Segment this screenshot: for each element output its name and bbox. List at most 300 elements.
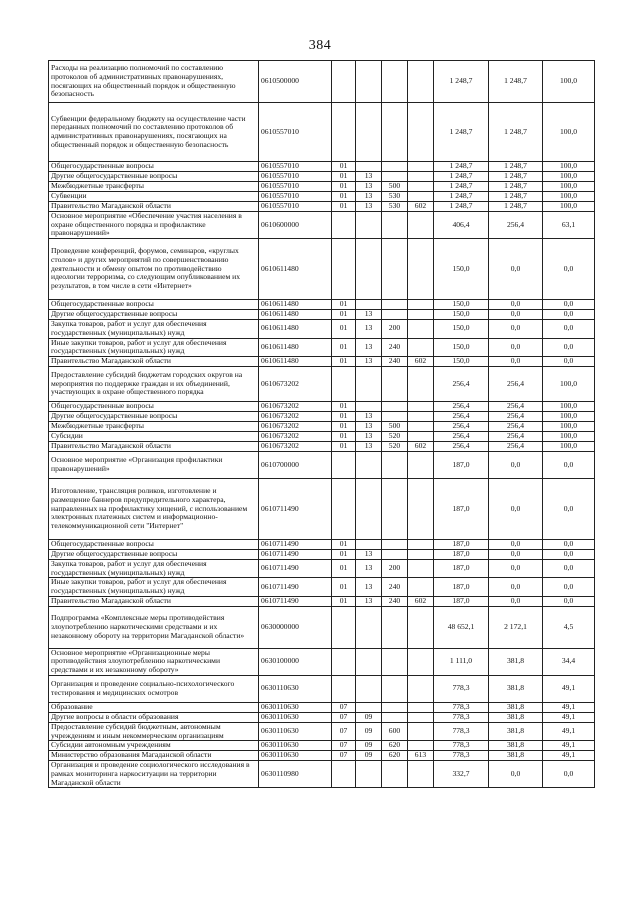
cell-approved: 1 248,7 [434, 182, 489, 192]
cell-section: 01 [332, 549, 356, 559]
cell-expense-kind [408, 478, 434, 539]
cell-name: Предоставление субсидий бюджетам городских округов на мероприятия по поддержке граждан и их объединений, участвующих в охране общественного порядка [49, 366, 259, 401]
cell-expense-kind [408, 172, 434, 182]
cell-subsection: 13 [356, 421, 382, 431]
cell-approved: 778,3 [434, 702, 489, 712]
cell-code: 0630100000 [259, 648, 332, 675]
cell-approved: 778,3 [434, 722, 489, 740]
cell-name: Образование [49, 702, 259, 712]
cell-expense-kind [408, 722, 434, 740]
cell-name: Другие вопросы в области образования [49, 712, 259, 722]
cell-expense-group: 240 [382, 338, 408, 356]
cell-subsection: 13 [356, 182, 382, 192]
cell-section [332, 451, 356, 478]
cell-subsection: 13 [356, 559, 382, 577]
cell-expense-group [382, 712, 408, 722]
cell-code: 0610711490 [259, 478, 332, 539]
table-row [49, 596, 595, 606]
cell-name: Другие общегосударственные вопросы [49, 310, 259, 320]
table-row [49, 712, 595, 722]
cell-executed: 256,4 [489, 366, 543, 401]
cell-expense-kind [408, 401, 434, 411]
cell-expense-kind [408, 320, 434, 338]
cell-name: Расходы на реализацию полномочий по составлению протоколов об административных правонарушениях, посягающих на общественный порядок и общественную безопасность [49, 61, 259, 103]
cell-section [332, 478, 356, 539]
cell-approved: 150,0 [434, 310, 489, 320]
cell-approved: 256,4 [434, 431, 489, 441]
cell-code: 0610557010 [259, 162, 332, 172]
cell-name: Правительство Магаданской области [49, 596, 259, 606]
cell-section: 01 [332, 356, 356, 366]
cell-expense-kind [408, 182, 434, 192]
cell-approved: 406,4 [434, 212, 489, 239]
table-row [49, 549, 595, 559]
cell-percent: 0,0 [543, 239, 595, 300]
table-row [49, 451, 595, 478]
cell-expense-kind [408, 162, 434, 172]
cell-section: 01 [332, 202, 356, 212]
cell-name: Другие общегосударственные вопросы [49, 172, 259, 182]
cell-section [332, 103, 356, 162]
cell-percent: 49,1 [543, 675, 595, 702]
cell-section: 01 [332, 578, 356, 596]
cell-expense-kind [408, 451, 434, 478]
cell-name: Субвенции федеральному бюджету на осуществление части переданных полномочий по составлению протоколов об административных правонарушениях, посягающих на общественный порядок и общественную безопасность [49, 103, 259, 162]
cell-approved: 1 248,7 [434, 162, 489, 172]
cell-subsection: 13 [356, 310, 382, 320]
cell-name: Основное мероприятие «Организация профилактики правонарушений» [49, 451, 259, 478]
cell-approved: 48 652,1 [434, 606, 489, 648]
cell-expense-group [382, 212, 408, 239]
table-row [49, 431, 595, 441]
cell-expense-kind [408, 741, 434, 751]
cell-name: Субвенции [49, 192, 259, 202]
table-row [49, 411, 595, 421]
cell-subsection: 13 [356, 596, 382, 606]
cell-executed: 0,0 [489, 451, 543, 478]
cell-executed: 381,8 [489, 751, 543, 761]
cell-expense-kind [408, 61, 434, 103]
cell-percent: 0,0 [543, 761, 595, 788]
cell-executed: 1 248,7 [489, 182, 543, 192]
table-row [49, 606, 595, 648]
cell-approved: 778,3 [434, 712, 489, 722]
table-row [49, 61, 595, 103]
table-row [49, 702, 595, 712]
cell-approved: 1 248,7 [434, 192, 489, 202]
cell-percent: 100,0 [543, 182, 595, 192]
table-row [49, 320, 595, 338]
cell-name: Основное мероприятие «Обеспечение участия населения в охране общественного порядка и профилактике правонарушений» [49, 212, 259, 239]
cell-code: 0610611480 [259, 356, 332, 366]
cell-approved: 150,0 [434, 338, 489, 356]
cell-code: 0610611480 [259, 310, 332, 320]
cell-executed: 0,0 [489, 549, 543, 559]
table-row [49, 578, 595, 596]
cell-section: 07 [332, 712, 356, 722]
cell-executed: 256,4 [489, 401, 543, 411]
table-row [49, 300, 595, 310]
cell-name: Общегосударственные вопросы [49, 539, 259, 549]
cell-section: 01 [332, 539, 356, 549]
cell-expense-kind [408, 411, 434, 421]
cell-percent: 0,0 [543, 578, 595, 596]
cell-percent: 100,0 [543, 441, 595, 451]
cell-approved: 778,3 [434, 675, 489, 702]
cell-name: Правительство Магаданской области [49, 356, 259, 366]
cell-code: 0630110980 [259, 761, 332, 788]
page-number: 384 [308, 38, 332, 53]
cell-expense-kind [408, 761, 434, 788]
cell-approved: 187,0 [434, 549, 489, 559]
cell-section: 01 [332, 421, 356, 431]
cell-name: Межбюджетные трансферты [49, 421, 259, 431]
cell-expense-group [382, 411, 408, 421]
cell-percent: 100,0 [543, 431, 595, 441]
cell-section: 01 [332, 172, 356, 182]
cell-subsection: 13 [356, 172, 382, 182]
cell-expense-group: 520 [382, 441, 408, 451]
cell-section [332, 212, 356, 239]
cell-expense-kind [408, 239, 434, 300]
cell-code: 0630110630 [259, 751, 332, 761]
cell-subsection [356, 606, 382, 648]
cell-expense-group [382, 162, 408, 172]
cell-expense-group [382, 478, 408, 539]
cell-expense-group [382, 702, 408, 712]
cell-expense-group: 240 [382, 356, 408, 366]
cell-section: 07 [332, 722, 356, 740]
table-row [49, 648, 595, 675]
cell-name: Правительство Магаданской области [49, 441, 259, 451]
cell-approved: 332,7 [434, 761, 489, 788]
cell-subsection [356, 648, 382, 675]
cell-approved: 187,0 [434, 578, 489, 596]
cell-executed: 256,4 [489, 212, 543, 239]
cell-percent: 4,5 [543, 606, 595, 648]
cell-percent: 0,0 [543, 338, 595, 356]
cell-expense-kind: 602 [408, 356, 434, 366]
cell-expense-group [382, 648, 408, 675]
cell-section [332, 675, 356, 702]
cell-subsection: 13 [356, 320, 382, 338]
cell-percent: 100,0 [543, 103, 595, 162]
cell-code: 0630110630 [259, 702, 332, 712]
cell-subsection [356, 300, 382, 310]
cell-expense-group: 500 [382, 182, 408, 192]
cell-subsection [356, 162, 382, 172]
cell-section: 01 [332, 300, 356, 310]
cell-expense-group [382, 451, 408, 478]
cell-percent: 0,0 [543, 320, 595, 338]
cell-expense-group: 200 [382, 559, 408, 577]
cell-approved: 256,4 [434, 441, 489, 451]
table-row [49, 356, 595, 366]
cell-name: Субсидии [49, 431, 259, 441]
cell-percent: 49,1 [543, 741, 595, 751]
cell-section: 01 [332, 431, 356, 441]
cell-expense-group: 500 [382, 421, 408, 431]
cell-executed: 0,0 [489, 356, 543, 366]
cell-executed: 0,0 [489, 559, 543, 577]
cell-subsection: 13 [356, 202, 382, 212]
cell-approved: 256,4 [434, 366, 489, 401]
cell-expense-kind [408, 606, 434, 648]
cell-executed: 0,0 [489, 578, 543, 596]
table-row [49, 761, 595, 788]
cell-approved: 256,4 [434, 411, 489, 421]
cell-subsection [356, 366, 382, 401]
cell-name: Организация и проведение социологического исследования в рамках мониторинга наркоситуации на территории Магаданской области [49, 761, 259, 788]
cell-name: Подпрограмма «Комплексные меры противодействия злоупотреблению наркотическими средствами и их незаконному обороту на территории Магаданской области» [49, 606, 259, 648]
cell-percent: 0,0 [543, 539, 595, 549]
table-row [49, 239, 595, 300]
cell-code: 0610557010 [259, 172, 332, 182]
cell-expense-kind [408, 648, 434, 675]
cell-expense-kind [408, 212, 434, 239]
cell-expense-kind: 602 [408, 596, 434, 606]
cell-name: Проведение конференций, форумов, семинаров, «круглых столов» и других мероприятий по совершенствованию деятельности и обмену опытом по противодействию идеологии терроризма, со следующим опубликованием их результатов, в том числе в сети «Интернет» [49, 239, 259, 300]
cell-executed: 1 248,7 [489, 202, 543, 212]
cell-expense-kind [408, 366, 434, 401]
cell-section: 07 [332, 741, 356, 751]
cell-name: Другие общегосударственные вопросы [49, 411, 259, 421]
cell-section: 07 [332, 751, 356, 761]
table-row [49, 722, 595, 740]
cell-executed: 0,0 [489, 239, 543, 300]
cell-executed: 256,4 [489, 441, 543, 451]
cell-executed: 1 248,7 [489, 172, 543, 182]
cell-code: 0610611480 [259, 320, 332, 338]
cell-section [332, 648, 356, 675]
cell-code: 0610557010 [259, 202, 332, 212]
cell-approved: 187,0 [434, 539, 489, 549]
cell-percent: 100,0 [543, 366, 595, 401]
cell-executed: 381,8 [489, 722, 543, 740]
cell-approved: 150,0 [434, 300, 489, 310]
cell-expense-group: 620 [382, 751, 408, 761]
cell-expense-group [382, 549, 408, 559]
cell-approved: 187,0 [434, 596, 489, 606]
cell-approved: 256,4 [434, 401, 489, 411]
cell-percent: 100,0 [543, 61, 595, 103]
cell-expense-kind [408, 192, 434, 202]
table-row [49, 751, 595, 761]
cell-approved: 778,3 [434, 751, 489, 761]
cell-expense-kind [408, 539, 434, 549]
table-row [49, 401, 595, 411]
cell-percent: 0,0 [543, 310, 595, 320]
cell-approved: 187,0 [434, 451, 489, 478]
cell-expense-group: 240 [382, 578, 408, 596]
cell-section [332, 606, 356, 648]
cell-expense-group: 620 [382, 741, 408, 751]
cell-subsection: 13 [356, 549, 382, 559]
cell-executed: 0,0 [489, 761, 543, 788]
cell-subsection [356, 761, 382, 788]
cell-executed: 256,4 [489, 411, 543, 421]
cell-executed: 0,0 [489, 320, 543, 338]
cell-executed: 256,4 [489, 421, 543, 431]
cell-section: 01 [332, 162, 356, 172]
cell-expense-group [382, 172, 408, 182]
table-row [49, 675, 595, 702]
cell-code: 0630110630 [259, 712, 332, 722]
cell-subsection: 13 [356, 338, 382, 356]
cell-code: 0610557010 [259, 182, 332, 192]
cell-percent: 100,0 [543, 421, 595, 431]
cell-subsection [356, 103, 382, 162]
cell-expense-kind [408, 310, 434, 320]
cell-name: Правительство Магаданской области [49, 202, 259, 212]
cell-code: 0610711490 [259, 559, 332, 577]
cell-approved: 1 248,7 [434, 172, 489, 182]
table-row [49, 539, 595, 549]
cell-section: 01 [332, 192, 356, 202]
cell-expense-kind [408, 578, 434, 596]
cell-section [332, 761, 356, 788]
cell-approved: 187,0 [434, 478, 489, 539]
cell-percent: 100,0 [543, 192, 595, 202]
cell-section: 01 [332, 596, 356, 606]
cell-name: Основное мероприятие «Организационные меры противодействия злоупотреблению наркотическими средствами и их незаконному обороту» [49, 648, 259, 675]
budget-table-body [49, 61, 595, 788]
cell-expense-group [382, 366, 408, 401]
cell-executed: 1 248,7 [489, 162, 543, 172]
cell-executed: 0,0 [489, 539, 543, 549]
cell-code: 0610711490 [259, 578, 332, 596]
cell-subsection: 13 [356, 431, 382, 441]
table-row [49, 182, 595, 192]
table-row [49, 162, 595, 172]
cell-approved: 1 248,7 [434, 61, 489, 103]
cell-code: 0610711490 [259, 596, 332, 606]
table-row [49, 192, 595, 202]
cell-name: Общегосударственные вопросы [49, 162, 259, 172]
cell-subsection [356, 451, 382, 478]
cell-code: 0610557010 [259, 103, 332, 162]
cell-executed: 0,0 [489, 300, 543, 310]
cell-name: Иные закупки товаров, работ и услуг для обеспечения государственных (муниципальных) нужд [49, 338, 259, 356]
cell-expense-kind [408, 559, 434, 577]
cell-expense-group: 240 [382, 596, 408, 606]
cell-subsection [356, 675, 382, 702]
cell-section: 01 [332, 310, 356, 320]
cell-name: Закупка товаров, работ и услуг для обеспечения государственных (муниципальных) нужд [49, 559, 259, 577]
cell-subsection [356, 239, 382, 300]
table-row [49, 202, 595, 212]
cell-code: 0610673202 [259, 366, 332, 401]
cell-code: 0630110630 [259, 675, 332, 702]
cell-approved: 1 111,0 [434, 648, 489, 675]
cell-section [332, 366, 356, 401]
cell-name: Межбюджетные трансферты [49, 182, 259, 192]
cell-code: 0610557010 [259, 192, 332, 202]
cell-executed: 1 248,7 [489, 103, 543, 162]
cell-executed: 0,0 [489, 596, 543, 606]
cell-percent: 0,0 [543, 300, 595, 310]
cell-name: Иные закупки товаров, работ и услуг для обеспечения государственных (муниципальных) нужд [49, 578, 259, 596]
cell-section: 01 [332, 338, 356, 356]
cell-approved: 150,0 [434, 356, 489, 366]
cell-expense-group [382, 300, 408, 310]
table-row [49, 478, 595, 539]
cell-approved: 150,0 [434, 320, 489, 338]
cell-expense-group [382, 61, 408, 103]
cell-name: Организация и проведение социально-психологического тестирования и медицинских осмотров [49, 675, 259, 702]
table-row [49, 310, 595, 320]
cell-subsection: 13 [356, 441, 382, 451]
cell-name: Общегосударственные вопросы [49, 300, 259, 310]
cell-expense-kind [408, 549, 434, 559]
cell-subsection: 09 [356, 751, 382, 761]
cell-percent: 34,4 [543, 648, 595, 675]
cell-code: 0610611480 [259, 300, 332, 310]
cell-name: Субсидии автономным учреждениям [49, 741, 259, 751]
cell-subsection: 09 [356, 722, 382, 740]
cell-code: 0610711490 [259, 539, 332, 549]
cell-code: 0610600000 [259, 212, 332, 239]
cell-subsection: 09 [356, 741, 382, 751]
cell-code: 0610673202 [259, 411, 332, 421]
cell-subsection [356, 539, 382, 549]
cell-code: 0610711490 [259, 549, 332, 559]
cell-percent: 63,1 [543, 212, 595, 239]
cell-section: 07 [332, 702, 356, 712]
cell-name: Общегосударственные вопросы [49, 401, 259, 411]
cell-executed: 381,8 [489, 712, 543, 722]
cell-expense-kind [408, 675, 434, 702]
cell-subsection [356, 478, 382, 539]
cell-percent: 0,0 [543, 451, 595, 478]
cell-code: 0630110630 [259, 722, 332, 740]
cell-percent: 0,0 [543, 559, 595, 577]
cell-expense-group: 530 [382, 192, 408, 202]
cell-approved: 778,3 [434, 741, 489, 751]
cell-expense-kind [408, 103, 434, 162]
cell-name: Другие общегосударственные вопросы [49, 549, 259, 559]
cell-percent: 100,0 [543, 162, 595, 172]
cell-name: Министерство образования Магаданской области [49, 751, 259, 761]
cell-code: 0610500000 [259, 61, 332, 103]
cell-expense-group [382, 239, 408, 300]
cell-subsection: 13 [356, 411, 382, 421]
cell-percent: 49,1 [543, 702, 595, 712]
table-row [49, 559, 595, 577]
table-row [49, 103, 595, 162]
cell-subsection: 13 [356, 356, 382, 366]
cell-expense-group [382, 761, 408, 788]
cell-name: Закупка товаров, работ и услуг для обеспечения государственных (муниципальных) нужд [49, 320, 259, 338]
cell-approved: 256,4 [434, 421, 489, 431]
cell-code: 0610611480 [259, 338, 332, 356]
cell-executed: 381,8 [489, 741, 543, 751]
cell-subsection: 13 [356, 578, 382, 596]
cell-section: 01 [332, 320, 356, 338]
cell-subsection: 09 [356, 712, 382, 722]
cell-expense-group [382, 606, 408, 648]
cell-section [332, 239, 356, 300]
cell-name: Предоставление субсидий бюджетным, автономным учреждениям и иным некоммерческим организациям [49, 722, 259, 740]
cell-code: 0610673202 [259, 431, 332, 441]
cell-executed: 0,0 [489, 478, 543, 539]
cell-expense-group [382, 539, 408, 549]
cell-expense-kind [408, 338, 434, 356]
cell-executed: 0,0 [489, 338, 543, 356]
cell-percent: 0,0 [543, 596, 595, 606]
table-row [49, 338, 595, 356]
cell-expense-group: 200 [382, 320, 408, 338]
